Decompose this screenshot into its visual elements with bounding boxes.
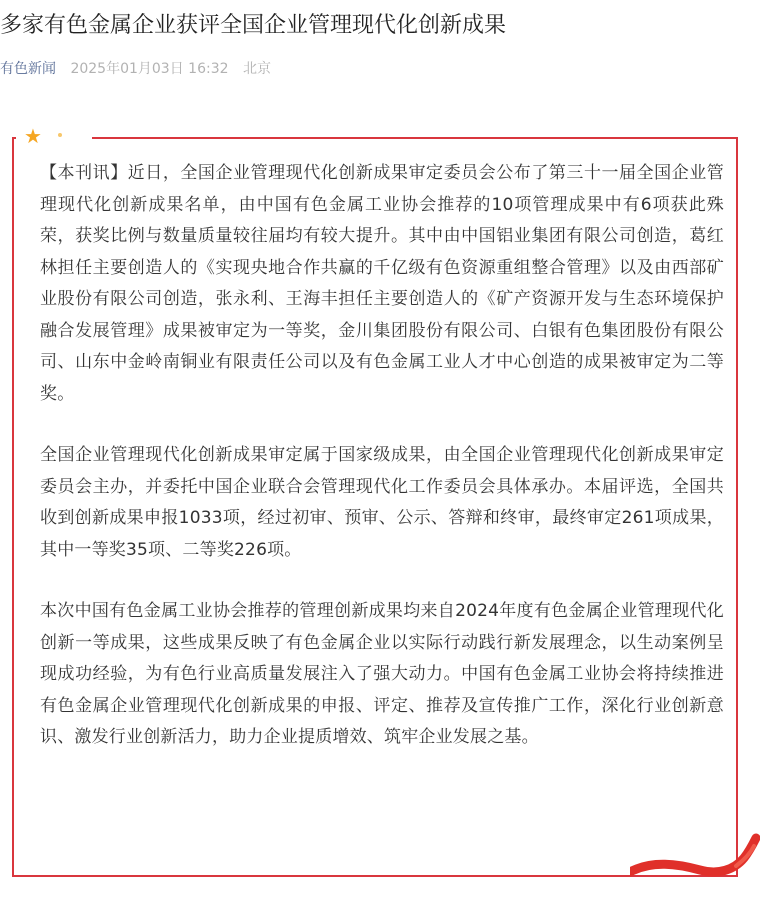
source-link[interactable]: 有色新闻	[0, 61, 56, 77]
star-icon: ★	[24, 124, 42, 148]
article-paragraph: 【本刊讯】近日，全国企业管理现代化创新成果审定委员会公布了第三十一届全国企业管理现代化创新成果名单，由中国有色金属工业协会推荐的10项管理成果中有6项获此殊荣，获奖比例与数量质量较往届均有较大提升。其中由中国铝业集团有限公司创造，葛红林担任主要创造人的《实现央地合作共赢的千亿级有色资源重组整合管理》以及由西部矿业股份有限公司创造，张永利、王海丰担任主要创造人的《矿产资源开发与生态环境保护融合发展管理》成果被审定为一等奖，金川集团股份有限公司、白银有色集团股份有限公司、山东中金岭南铜业有限责任公司以及有色金属工业人才中心创造的成果被审定为二等奖。	[40, 163, 724, 404]
article-title: 多家有色金属企业获评全国企业管理现代化创新成果	[0, 13, 507, 38]
article-paragraph: 全国企业管理现代化创新成果审定属于国家级成果，由全国企业管理现代化创新成果审定委员会主办，并委托中国企业联合会管理现代化工作委员会具体承办。本届评选，全国共收到创新成果申报1033项，经过初审、预审、公示、答辩和终审，最终审定261项成果，其中一等奖35项、二等奖226项。	[40, 445, 724, 560]
publish-location: 北京	[242, 61, 271, 77]
article-body	[40, 158, 724, 784]
article-meta	[0, 58, 271, 80]
red-ribbon-icon	[630, 826, 760, 886]
dot-icon	[58, 133, 62, 137]
publish-time: 2025年01月03日 16:32	[70, 61, 229, 77]
article-paragraph: 本次中国有色金属工业协会推荐的管理创新成果均来自2024年度有色金属企业管理现代化创新一等成果，这些成果反映了有色金属企业以实际行动践行新发展理念，以生动案例呈现成功经验，为有色行业高质量发展注入了强大动力。中国有色金属工业协会将持续推进有色金属企业管理现代化创新成果的申报、评定、推荐及宣传推广工作，深化行业创新意识、激发行业创新活力，助力企业提质增效、筑牢企业发展之基。	[40, 601, 724, 747]
